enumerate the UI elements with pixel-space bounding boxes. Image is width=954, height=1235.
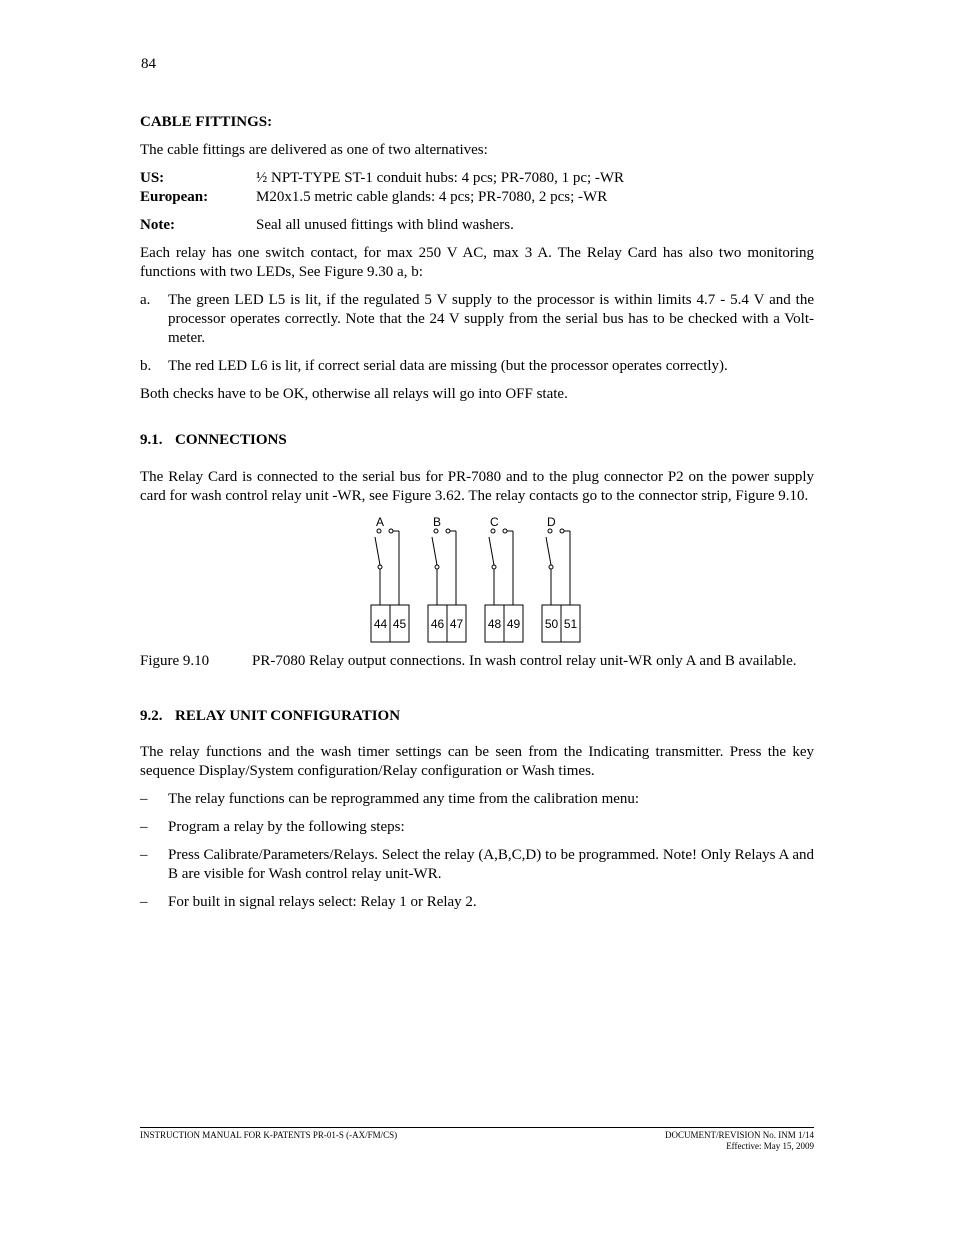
relay-letter: D bbox=[547, 515, 556, 529]
switch-blade bbox=[489, 537, 494, 565]
config-list-item bbox=[140, 790, 814, 809]
note-value: Seal all unused fittings with blind washers. bbox=[256, 217, 514, 233]
terminal-number: 45 bbox=[392, 617, 407, 631]
switch-blade bbox=[375, 537, 380, 565]
config-list-item bbox=[140, 893, 814, 912]
list-text: Program a relay by the following steps: bbox=[168, 819, 405, 835]
relay-figure bbox=[140, 512, 814, 652]
list-marker: – bbox=[140, 791, 148, 807]
relay-a bbox=[371, 515, 409, 642]
caption-text: PR-7080 Relay output connections. In wash control relay unit-WR only A and B available. bbox=[252, 653, 797, 669]
us-label: US: bbox=[140, 170, 165, 186]
section-title: CONNECTIONS bbox=[175, 432, 287, 448]
terminal-number: 48 bbox=[487, 617, 502, 631]
page-content bbox=[140, 113, 814, 912]
contact-circle bbox=[548, 529, 552, 533]
led-list-item-b bbox=[140, 357, 814, 376]
contact-circle bbox=[434, 529, 438, 533]
figure-caption bbox=[140, 652, 814, 671]
caption-label: Figure 9.10 bbox=[140, 653, 210, 669]
list-marker: – bbox=[140, 894, 148, 910]
config-list-item bbox=[140, 818, 814, 837]
relay-letter: B bbox=[433, 515, 442, 529]
relay-diagram bbox=[368, 512, 588, 647]
list-marker: – bbox=[140, 847, 148, 863]
contact-circle bbox=[377, 529, 381, 533]
contact-circle bbox=[446, 529, 450, 533]
switch-blade bbox=[432, 537, 437, 565]
footer-right bbox=[665, 1130, 814, 1152]
relay-letter: C bbox=[490, 515, 499, 529]
us-row bbox=[140, 169, 814, 188]
terminal-number: 47 bbox=[449, 617, 464, 631]
european-label: European: bbox=[140, 189, 209, 205]
cable-fittings-heading: CABLE FITTINGS: bbox=[140, 114, 273, 130]
relay-b bbox=[428, 515, 466, 642]
contact-circle bbox=[389, 529, 393, 533]
us-value: ½ NPT-TYPE ST-1 conduit hubs: 4 pcs; PR-7080, 1 pc; -WR bbox=[256, 170, 625, 186]
pivot-circle bbox=[435, 565, 439, 569]
terminal-number: 49 bbox=[506, 617, 521, 631]
cable-fittings-intro: The cable fittings are delivered as one of two alternatives: bbox=[140, 142, 488, 158]
pivot-circle bbox=[549, 565, 553, 569]
connections-paragraph: The Relay Card is connected to the serial bus for PR-7080 and to the plug connector P2 on the power supply card for wash control relay unit -WR, see Figure 3.62. The relay contacts go to the connector strip, Figure 9.10. bbox=[140, 469, 814, 504]
page-number: 84 bbox=[141, 56, 156, 72]
relay-d bbox=[542, 515, 580, 642]
section-title: RELAY UNIT CONFIGURATION bbox=[175, 708, 401, 724]
switch-blade bbox=[546, 537, 551, 565]
list-marker: a. bbox=[140, 292, 151, 308]
contact-circle bbox=[491, 529, 495, 533]
footer-document-revision: DOCUMENT/REVISION No. INM 1/14 bbox=[665, 1130, 814, 1140]
pivot-circle bbox=[378, 565, 382, 569]
european-value: M20x1.5 metric cable glands: 4 pcs; PR-7080, 2 pcs; -WR bbox=[256, 189, 608, 205]
terminal-number: 44 bbox=[373, 617, 388, 631]
contact-circle bbox=[503, 529, 507, 533]
list-text: Press Calibrate/Parameters/Relays. Select the relay (A,B,C,D) to be programmed. Note! Only Relays A and B are visible for Wash control relay unit-WR. bbox=[168, 847, 814, 882]
european-row bbox=[140, 188, 814, 207]
terminal-number: 50 bbox=[544, 617, 559, 631]
led-list-item-a bbox=[140, 291, 814, 348]
footer-effective-date: Effective: May 15, 2009 bbox=[726, 1141, 814, 1151]
section-number: 9.1. bbox=[140, 432, 163, 448]
relay-c bbox=[485, 515, 523, 642]
terminal-number: 46 bbox=[430, 617, 445, 631]
footer-rule bbox=[140, 1127, 814, 1128]
list-text: For built in signal relays select: Relay 1 or Relay 2. bbox=[168, 894, 477, 910]
section-heading-relay-config bbox=[140, 707, 814, 726]
both-checks-paragraph: Both checks have to be OK, otherwise all relays will go into OFF state. bbox=[140, 386, 568, 402]
contact-circle bbox=[560, 529, 564, 533]
terminal-number: 51 bbox=[563, 617, 578, 631]
list-marker: – bbox=[140, 819, 148, 835]
section-heading-connections bbox=[140, 431, 814, 450]
note-label: Note: bbox=[140, 217, 175, 233]
list-marker: b. bbox=[140, 358, 152, 374]
list-text: The relay functions can be reprogrammed any time from the calibration menu: bbox=[168, 791, 640, 807]
section-number: 9.2. bbox=[140, 708, 163, 724]
config-list-item bbox=[140, 846, 814, 884]
pivot-circle bbox=[492, 565, 496, 569]
footer-left: INSTRUCTION MANUAL FOR K-PATENTS PR-01-S (-AX/FM/CS) bbox=[140, 1130, 398, 1140]
config-paragraph: The relay functions and the wash timer settings can be seen from the Indicating transmitter. Press the key sequence Display/System configuration/Relay configuration or Wash times. bbox=[140, 744, 814, 779]
relay-letter: A bbox=[376, 515, 385, 529]
relay-intro-paragraph: Each relay has one switch contact, for max 250 V AC, max 3 A. The Relay Card has also two monitoring functions with two LEDs, See Figure 9.30 a, b: bbox=[140, 245, 814, 280]
note-row bbox=[140, 216, 814, 235]
list-text: The red LED L6 is lit, if correct serial data are missing (but the processor operates correctly). bbox=[168, 358, 728, 374]
list-text: The green LED L5 is lit, if the regulated 5 V supply to the processor is within limits 4.7 - 5.4 V and the processor operates correctly. Note that the 24 V supply from the serial bus has to be checked with a Volt-meter. bbox=[168, 292, 814, 346]
